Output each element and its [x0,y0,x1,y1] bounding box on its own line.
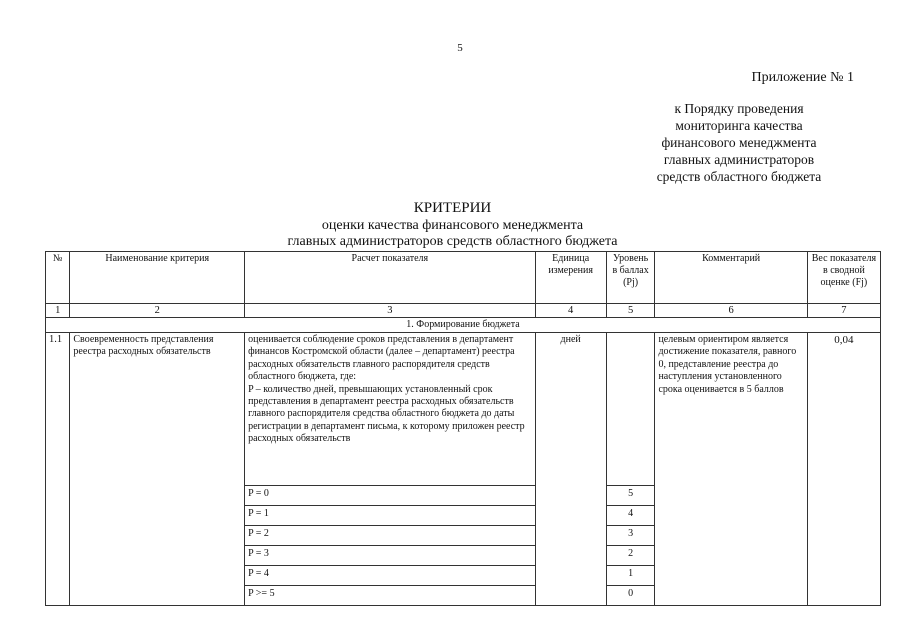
column-number: 4 [535,304,606,318]
criterion-calculation [245,333,536,486]
level-score: 5 [606,486,655,506]
column-number: 6 [655,304,807,318]
page-number: 5 [457,42,463,54]
addressee-line: главных администраторов [663,152,815,167]
criteria-table [45,251,881,606]
header-name: Наименование критерия [70,252,245,304]
section-title: 1. Формирование бюджета [46,318,881,333]
column-number: 5 [606,304,655,318]
column-number: 2 [70,304,245,318]
addressee-line: мониторинга качества [675,118,803,133]
criterion-unit: дней [535,333,606,606]
level-condition: P >= 5 [245,586,536,606]
criterion-number: 1.1 [46,333,70,606]
header-level: Уровень в баллах (Pj) [606,252,655,304]
column-number: 1 [46,304,70,318]
column-number: 7 [807,304,880,318]
document-subtitle: оценки качества финансового менеджмента [321,218,584,233]
level-blank [606,333,655,486]
header-calc: Расчет показателя [245,252,536,304]
header-unit: Единица измерения [535,252,606,304]
level-condition: P = 0 [245,486,536,506]
addressee-line: средств областного бюджета [656,169,822,184]
level-condition: P = 1 [245,506,536,526]
calc-p-definition: P – количество дней, превышающих установленный срок представления в департамент реестра расходных обязательств главного распорядителя средства областного бюджета до даты регистрации в департамент письма, к которому приложен реестр расходных обязательств [248,383,525,445]
document-subtitle-2: главных администраторов средств областного бюджета [287,234,618,249]
column-numbers-row [46,304,881,318]
level-condition: P = 4 [245,566,536,586]
appendix-reference [619,100,859,185]
calc-description: оценивается соблюдение сроков представления в департамент финансов Костромской области (далее – департамент) реестра расходных обязательств главного распорядителя средств областного бюджета, где: [248,334,515,383]
column-number: 3 [245,304,536,318]
level-score: 2 [606,546,655,566]
table-header-row [46,252,881,304]
header-no: № [46,252,70,304]
level-score: 0 [606,586,655,606]
addressee-line: к Порядку проведения [674,101,804,116]
criterion-comment: целевым ориентиром является достижение показателя, равного 0, представление реестра до наступления установленного срока оценивается в 5 баллов [655,333,807,606]
criterion-name: Своевременность представления реестра расходных обязательств [70,333,245,606]
document-title: КРИТЕРИИ [413,200,492,216]
level-score: 3 [606,526,655,546]
appendix-label: Приложение № 1 [751,70,854,85]
section-row [46,318,881,333]
level-condition: P = 2 [245,526,536,546]
criterion-weight: 0,04 [807,333,880,606]
addressee-line: финансового менеджмента [661,135,817,150]
header-comment: Комментарий [655,252,807,304]
level-score: 1 [606,566,655,586]
level-score: 4 [606,506,655,526]
header-weight: Вес показателя в сводной оценке (Fj) [807,252,880,304]
table-row [46,333,881,486]
level-condition: P = 3 [245,546,536,566]
